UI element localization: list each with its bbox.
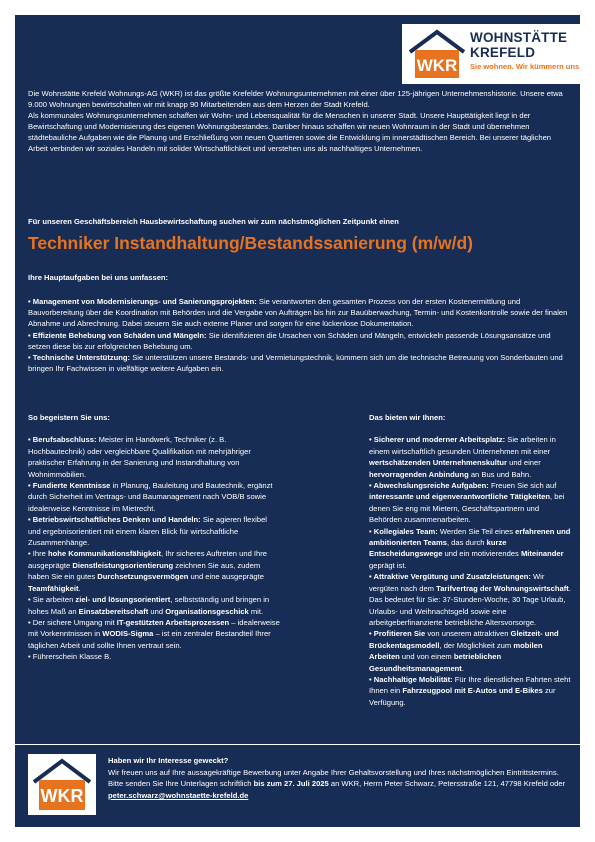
contact-email-link[interactable]: peter.schwarz@wohnstaette-krefeld.de bbox=[108, 790, 249, 800]
tasks-heading: Ihre Hauptaufgaben bei uns umfassen: bbox=[28, 273, 169, 282]
profile-item: • Ihre hohe Kommunikationsfähigkeit, Ihr sicheres Auftreten und Ihre ausgeprägte Dienstleistungsorientierung zeichnen Sie aus, zudem haben Sie ein gutes Durchsetzungsvermögen und eine ausgeprägte Teamfähigkeit. bbox=[28, 549, 267, 593]
offer-column bbox=[369, 412, 571, 708]
offer-item: • Profitieren Sie von unserem attraktiven Gleitzeit- und Brückentagsmodell, der Möglichkeit zum mobilen Arbeiten und von einem betrieblichen Gesundheitsmanagement. bbox=[369, 629, 559, 673]
tasks-list bbox=[28, 296, 568, 374]
task-item: • Effiziente Behebung von Schäden und Mängeln: Sie identifizieren die Ursachen von Schäden und Mängeln, entwickeln passende Lösungsansätze und setzen diese bis zur erfolgreichen Behebung um. bbox=[28, 330, 551, 351]
profile-item: • Der sichere Umgang mit IT-gestützten Arbeitsprozessen – idealerweise mit Vorkenntnissen in WODIS-Sigma – ist ein zentraler Bestandteil Ihrer täglichen Arbeit und sollte Ihnen vertraut sein. bbox=[28, 617, 280, 650]
house-logo-icon bbox=[406, 28, 468, 80]
footer-paragraph: Wir freuen uns auf Ihre aussagekräftige Bewerbung unter Angabe Ihrer Gehaltsvorstellung und Ihres nächstmöglichen Eintrittstermins. Bitte senden Sie Ihre Unterlagen schriftlich bis zum 27. Juli 2025 an WKR, Herrn Peter Schwarz, Petersstraße 121, 47798 Krefeld oder peter.schwarz@wohnstaette-krefeld.de bbox=[108, 767, 566, 800]
offer-item: • Kollegiales Team: Werden Sie Teil eines erfahrenen und ambitionierten Teams, das durch kurze Entscheidungswege und ein motivierendes Miteinander geprägt ist. bbox=[369, 526, 571, 570]
profile-item: • Fundierte Kenntnisse in Planung, Bauleitung und Bautechnik, ergänzt durch Sicherheit im Vertrags- und Baumanagement nach VOB/B sowie idealerweise Kenntnisse im Mietrecht. bbox=[28, 481, 273, 513]
task-item: • Management von Modernisierungs- und Sanierungsprojekten: Sie verantworten den gesamten Prozess von der ersten Kostenermittlung und Bauvorbereitung über die Koordination mit Behörden und die Vergabe von Aufträgen bis hin zur Bauüberwachung, Termin- und Kostenkontrolle sowie der finalen Abnahme und Abrechnung. Dabei steuern Sie auch externe Planer und sorgen für eine lückenlose Dokumentation. bbox=[28, 297, 568, 329]
application-footer bbox=[15, 744, 580, 828]
intro-paragraph: Die Wohnstätte Krefeld Wohnungs-AG (WKR) ist das größte Krefelder Wohnungsunternehmen mit einer über 125-jährigen Unternehmenshistorie. Unsere etwa 9.000 Wohnungen bewirtschaften wir mit knapp 90 Mitarbeitenden aus dem Herzen der Stadt Krefeld. bbox=[28, 89, 563, 109]
offer-item: • Nachhaltige Mobilität: Für Ihre dienstlichen Fahrten steht Ihnen ein Fahrzeugpool mit E-Autos und E-Bikes zur Verfügung. bbox=[369, 674, 571, 707]
job-title: Techniker Instandhaltung/Bestandssanierung (m/w/d) bbox=[28, 233, 474, 253]
application-deadline: bis zum 27. Juli 2025 bbox=[253, 779, 329, 789]
task-item: • Technische Unterstützung: Sie unterstützen unsere Bestands- und Vermietungstechnik, kümmern sich um die technische Betreuung von Sonderbauten und bringen Ihr Fachwissen in vielfältige weitere Aufgaben ein. bbox=[28, 353, 563, 374]
house-logo-icon bbox=[30, 756, 94, 813]
footer-logo-wkr-text: WKR bbox=[40, 786, 84, 806]
offer-item: • Attraktive Vergütung und Zusatzleistungen: Wir vergüten nach dem Tarifvertrag der Wohnungswirtschaft. Das bedeutet für Sie: 37-Stunden-Woche, 30 Tage Urlaub, Urlaubs- und Weihnachtsgeld sowie eine arbeitgeberfinanzierte betriebliche Altersvorsorge. bbox=[369, 572, 571, 627]
offer-heading: Das bieten wir Ihnen: bbox=[369, 413, 446, 422]
profile-item: • Sie arbeiten ziel- und lösungsorientiert, selbstständig und bringen in hohes Maß an Einsatzbereitschaft und Organisationsgeschick mit. bbox=[28, 595, 270, 616]
company-intro bbox=[28, 88, 568, 154]
offer-item: • Abwechslungsreiche Aufgaben: Freuen Sie sich auf interessante und eigenverantwortliche Tätigkeiten, bei denen Sie eng mit Mietern, Geschäftspartnern und Behörden zusammenarbeiten. bbox=[369, 481, 565, 525]
company-logo bbox=[402, 24, 580, 84]
brand-slogan: Sie wohnen. Wir kümmern uns bbox=[470, 62, 580, 71]
intro-paragraph: Als kommunales Wohnungsunternehmen schaffen wir Wohn- und Lebensqualität für die Menschen in unserer Stadt. Unsere Haupttätigkeit liegt in der Bewirtschaftung und Modernisierung des eigenen Wohnungsbestandes. Darüber hinaus schaffen wir neuen Wohnraum in der Stadt und übernehmen städtebauliche Aufgaben wie die Planung und Erschließung von neuen Quartieren sowie die Entwicklung im innerstädtischen Bereich. Bei unserer täglichen Arbeit verbinden wir soziales Handeln mit solider Wirtschaftlichkeit und verstehen uns als nachhaltiges Unternehmen. bbox=[28, 111, 552, 153]
brand-name-line1: WOHNSTÄTTE bbox=[470, 30, 568, 45]
footer-logo bbox=[28, 754, 96, 815]
footer-text bbox=[108, 755, 570, 801]
profile-item: • Betriebswirtschaftliches Denken und Handeln: Sie agieren flexibel und ergebnisorientiert mit einem klaren Blick für wirtschaftliche Zusammenhänge. bbox=[28, 515, 267, 548]
brand-name-line2: KREFELD bbox=[470, 45, 536, 60]
profile-item: • Führerschein Klasse B. bbox=[28, 652, 112, 662]
footer-heading: Haben wir Ihr Interesse geweckt? bbox=[108, 756, 229, 765]
job-ad-page bbox=[15, 15, 580, 827]
profile-heading: So begeistern Sie uns: bbox=[28, 413, 110, 422]
offer-item: • Sicherer und moderner Arbeitsplatz: Sie arbeiten in einem wirtschaftlich gesunden Unternehmen mit einer wertschätzenden Unternehmenskultur und einer hervorragenden Anbindung an Bus und Bahn. bbox=[369, 435, 556, 479]
profile-item: • Berufsabschluss: Meister im Handwerk, Techniker (z. B. Hochbautechnik) oder vergleichbare Qualifikation mit mehrjähriger praktischer Erfahrung in der Sanierung und Instandhaltung von Wohnimmobilien. bbox=[28, 435, 251, 479]
lead-sentence: Für unseren Geschäftsbereich Hausbewirtschaftung suchen wir zum nächstmöglichen Zeitpunkt einen bbox=[28, 217, 399, 226]
profile-column bbox=[28, 412, 280, 663]
logo-wkr-text: WKR bbox=[416, 56, 458, 75]
